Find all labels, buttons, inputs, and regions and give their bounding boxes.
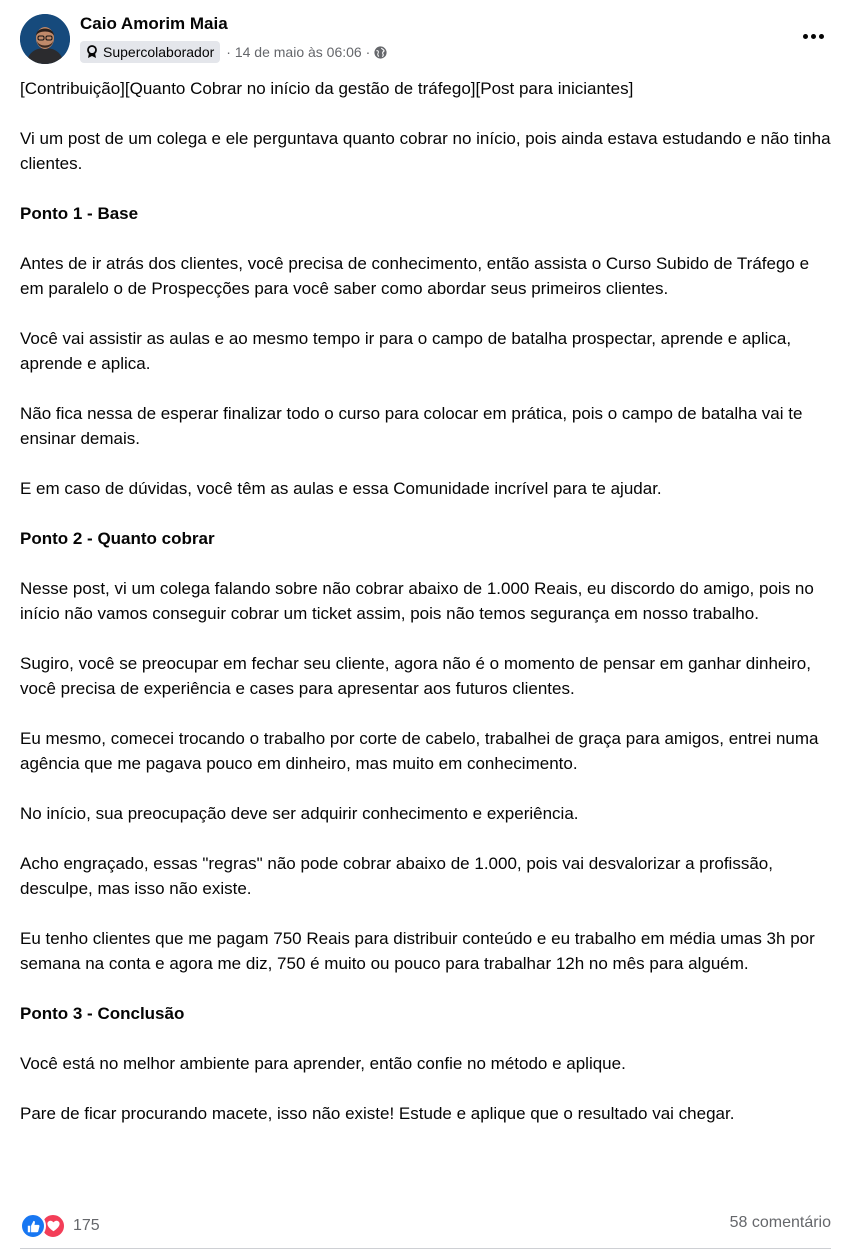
post-paragraph: Antes de ir atrás dos clientes, você precisa de conhecimento, então assista o Curso Subido de Tráfego e em paralelo o de Prospecções para você saber como abordar seus primeiros clientes. [20,254,810,298]
post-paragraph: Eu mesmo, comecei trocando o trabalho por corte de cabelo, trabalhei de graça para amigos, entrei numa agência que me pagava pouco em dinheiro, mas muito em conhecimento. [20,729,819,773]
section-heading: Ponto 2 - Quanto cobrar [20,529,215,548]
supercollaborator-badge[interactable] [80,41,220,63]
post-paragraph: Eu tenho clientes que me pagam 750 Reais para distribuir conteúdo e eu trabalho em média umas 3h por semana na conta e agora me diz, 750 é muito ou pouco para trabalhar 12h no mês para alguém. [20,929,815,973]
post-paragraph: Nesse post, vi um colega falando sobre não cobrar abaixo de 1.000 Reais, eu discordo do amigo, pois no início não vamos conseguir cobrar um ticket assim, pois não temos segurança em nosso trabalho. [20,579,814,623]
badge-label: Supercolaborador [103,44,215,60]
globe-icon [374,46,387,59]
post-body [20,76,835,1151]
reactions-summary[interactable] [20,1213,100,1239]
reaction-count: 175 [73,1217,100,1234]
author-avatar[interactable] [20,14,70,64]
post-paragraph: Acho engraçado, essas "regras" não pode cobrar abaixo de 1.000, pois vai desvalorizar a profissão, desculpe, mas isso não existe. [20,854,773,898]
post-meta [80,41,387,63]
post-paragraph: Você está no melhor ambiente para aprender, então confie no método e aplique. [20,1054,626,1073]
post-paragraph: Vi um post de um colega e ele perguntava quanto cobrar no início, pois ainda estava estudando e não tinha clientes. [20,129,831,173]
post-paragraph: No início, sua preocupação deve ser adquirir conhecimento e experiência. [20,804,579,823]
post-timestamp[interactable]: · 14 de maio às 06:06 · [226,44,371,60]
post-paragraph: Não fica nessa de esperar finalizar todo o curso para colocar em prática, pois o campo de batalha vai te ensinar demais. [20,404,803,448]
author-name[interactable]: Caio Amorim Maia [80,14,228,33]
post-header [20,12,831,64]
comments-count-link[interactable]: 58 comentário [729,1214,831,1231]
post-paragraph: E em caso de dúvidas, você têm as aulas e essa Comunidade incrível para te ajudar. [20,479,662,498]
footer-divider [20,1248,831,1249]
like-reaction-icon [20,1213,46,1239]
more-options-button[interactable] [795,24,831,48]
more-options-icon [803,34,808,39]
badge-icon [86,45,98,59]
post-paragraph: Sugiro, você se preocupar em fechar seu cliente, agora não é o momento de pensar em ganhar dinheiro, você precisa de experiência e cases para apresentar aos futuros clientes. [20,654,811,698]
post-footer [20,1210,831,1240]
section-heading: Ponto 3 - Conclusão [20,1004,185,1023]
section-heading: Ponto 1 - Base [20,204,139,223]
post-paragraph: Você vai assistir as aulas e ao mesmo tempo ir para o campo de batalha prospectar, aprende e aplica, aprende e aplica. [20,329,792,373]
post-paragraph: Pare de ficar procurando macete, isso não existe! Estude e aplique que o resultado vai chegar. [20,1104,735,1123]
post-paragraph: [Contribuição][Quanto Cobrar no início da gestão de tráfego][Post para iniciantes] [20,79,634,98]
